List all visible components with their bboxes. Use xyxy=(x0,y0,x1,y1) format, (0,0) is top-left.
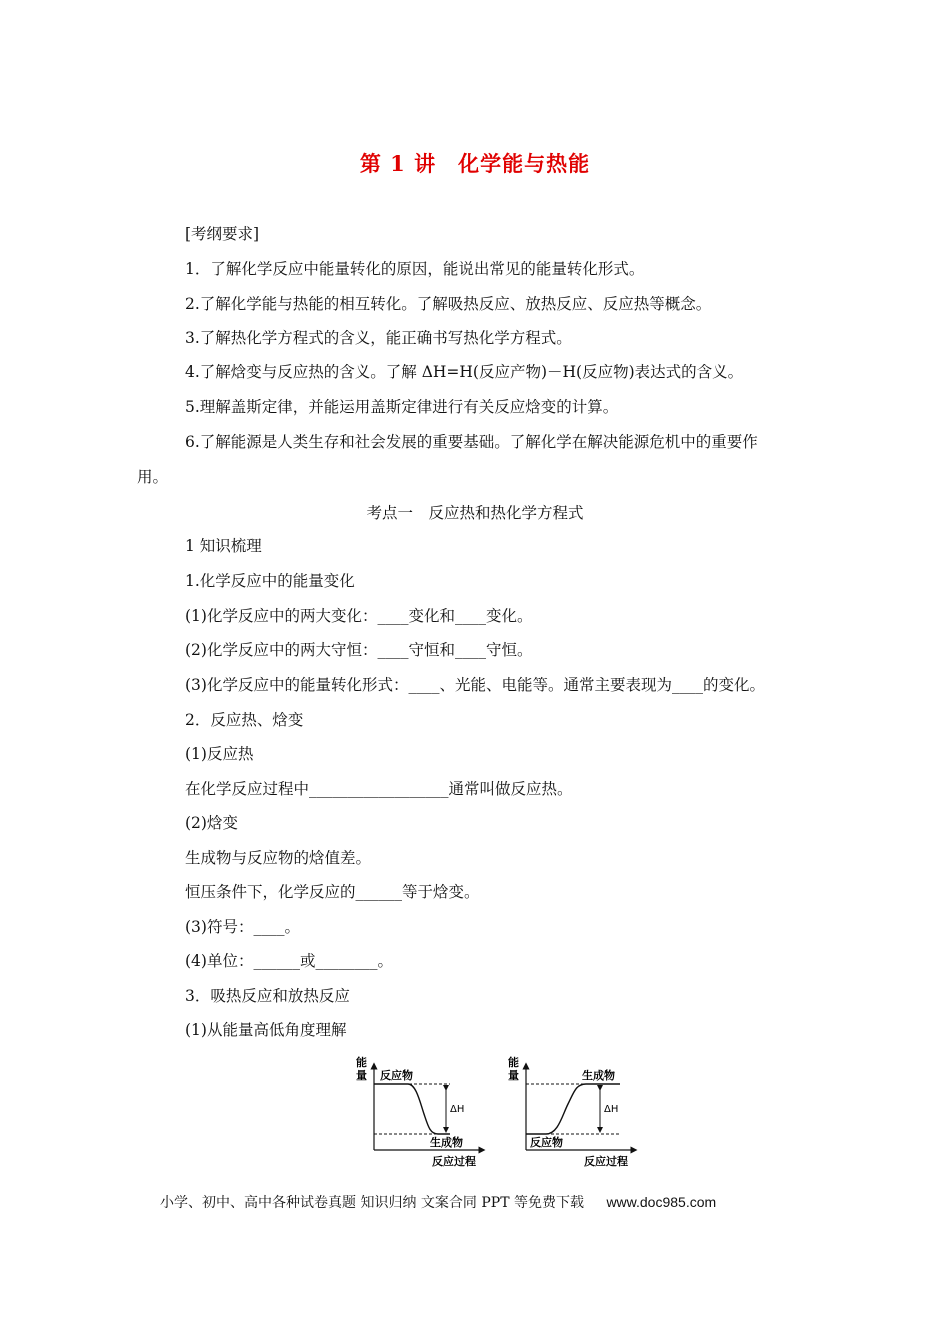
reactant-label: 反应物 xyxy=(530,1136,563,1149)
y-axis-label-top: 能 xyxy=(508,1056,519,1069)
paragraph-1: 1.化学反应中的能量变化 xyxy=(185,572,355,590)
delta-h-label: ΔH xyxy=(604,1104,619,1115)
paragraph-2: (1)化学反应中的两大变化：____变化和____变化。 xyxy=(185,607,533,625)
paragraph-7: 在化学反应过程中__________________通常叫做反应热。 xyxy=(185,780,573,798)
paragraph-8: (2)焓变 xyxy=(185,814,238,832)
outline-item-2: 2.了解化学能与热能的相互转化。了解吸热反应、放热反应、反应热等概念。 xyxy=(185,295,712,313)
paragraph-3: (2)化学反应中的两大守恒：____守恒和____守恒。 xyxy=(185,641,533,659)
paragraph-12: (4)单位：______或________。 xyxy=(185,952,393,970)
paragraph-9: 生成物与反应物的焓值差。 xyxy=(185,849,372,867)
paragraph-6: (1)反应热 xyxy=(185,745,254,763)
paragraph-10: 恒压条件下，化学反应的______等于焓变。 xyxy=(185,883,480,901)
delta-h-label: ΔH xyxy=(450,1104,465,1115)
footer-url[interactable]: www.doc985.com xyxy=(606,1194,717,1210)
page-title: 第 1 讲 化学能与热能 xyxy=(359,151,591,176)
exothermic-energy-diagram xyxy=(350,1052,490,1172)
outline-item-5: 5.理解盖斯定律，并能运用盖斯定律进行有关反应焓变的计算。 xyxy=(185,398,619,416)
paragraph-13: 3．吸热反应和放热反应 xyxy=(185,987,350,1005)
x-axis-label: 反应过程 xyxy=(432,1155,476,1168)
y-axis-label-top: 能 xyxy=(356,1056,367,1069)
outline-heading: [考纲要求] xyxy=(185,225,260,243)
section-title: 考点一 反应热和热化学方程式 xyxy=(366,504,584,522)
footer-text: 小学、初中、高中各种试卷真题 知识归纳 文案合同 PPT 等免费下载 xyxy=(160,1195,584,1211)
energy-curve xyxy=(374,1084,450,1134)
paragraph-4: (3)化学反应中的能量转化形式：____、光能、电能等。通常主要表现为____的变化。 xyxy=(185,676,765,694)
paragraph-14: (1)从能量高低角度理解 xyxy=(185,1021,347,1039)
outline-item-3: 3.了解热化学方程式的含义，能正确书写热化学方程式。 xyxy=(185,329,572,347)
endothermic-energy-diagram xyxy=(502,1052,642,1172)
outline-item-1: 1．了解化学反应中能量转化的原因，能说出常见的能量转化形式。 xyxy=(185,260,645,278)
footer xyxy=(160,1192,716,1212)
paragraph-11: (3)符号：____。 xyxy=(185,918,300,936)
paragraph-5: 2．反应热、焓变 xyxy=(185,711,304,729)
knowledge-heading: 1 知识梳理 xyxy=(185,537,262,555)
outline-item-6: 6.了解能源是人类生存和社会发展的重要基础。了解化学在解决能源危机中的重要作 xyxy=(185,433,758,451)
y-axis-label-bottom: 量 xyxy=(356,1069,367,1082)
outline-item-4: 4.了解焓变与反应热的含义。了解 ΔH=H(反应产物)－H(反应物)表达式的含义。 xyxy=(185,363,744,381)
product-label: 生成物 xyxy=(430,1136,463,1149)
y-axis-label-bottom: 量 xyxy=(508,1069,519,1082)
outline-item-6-tail: 用。 xyxy=(137,468,169,486)
reactant-label: 反应物 xyxy=(380,1069,413,1082)
x-axis-label: 反应过程 xyxy=(584,1155,628,1168)
product-label: 生成物 xyxy=(582,1069,615,1082)
